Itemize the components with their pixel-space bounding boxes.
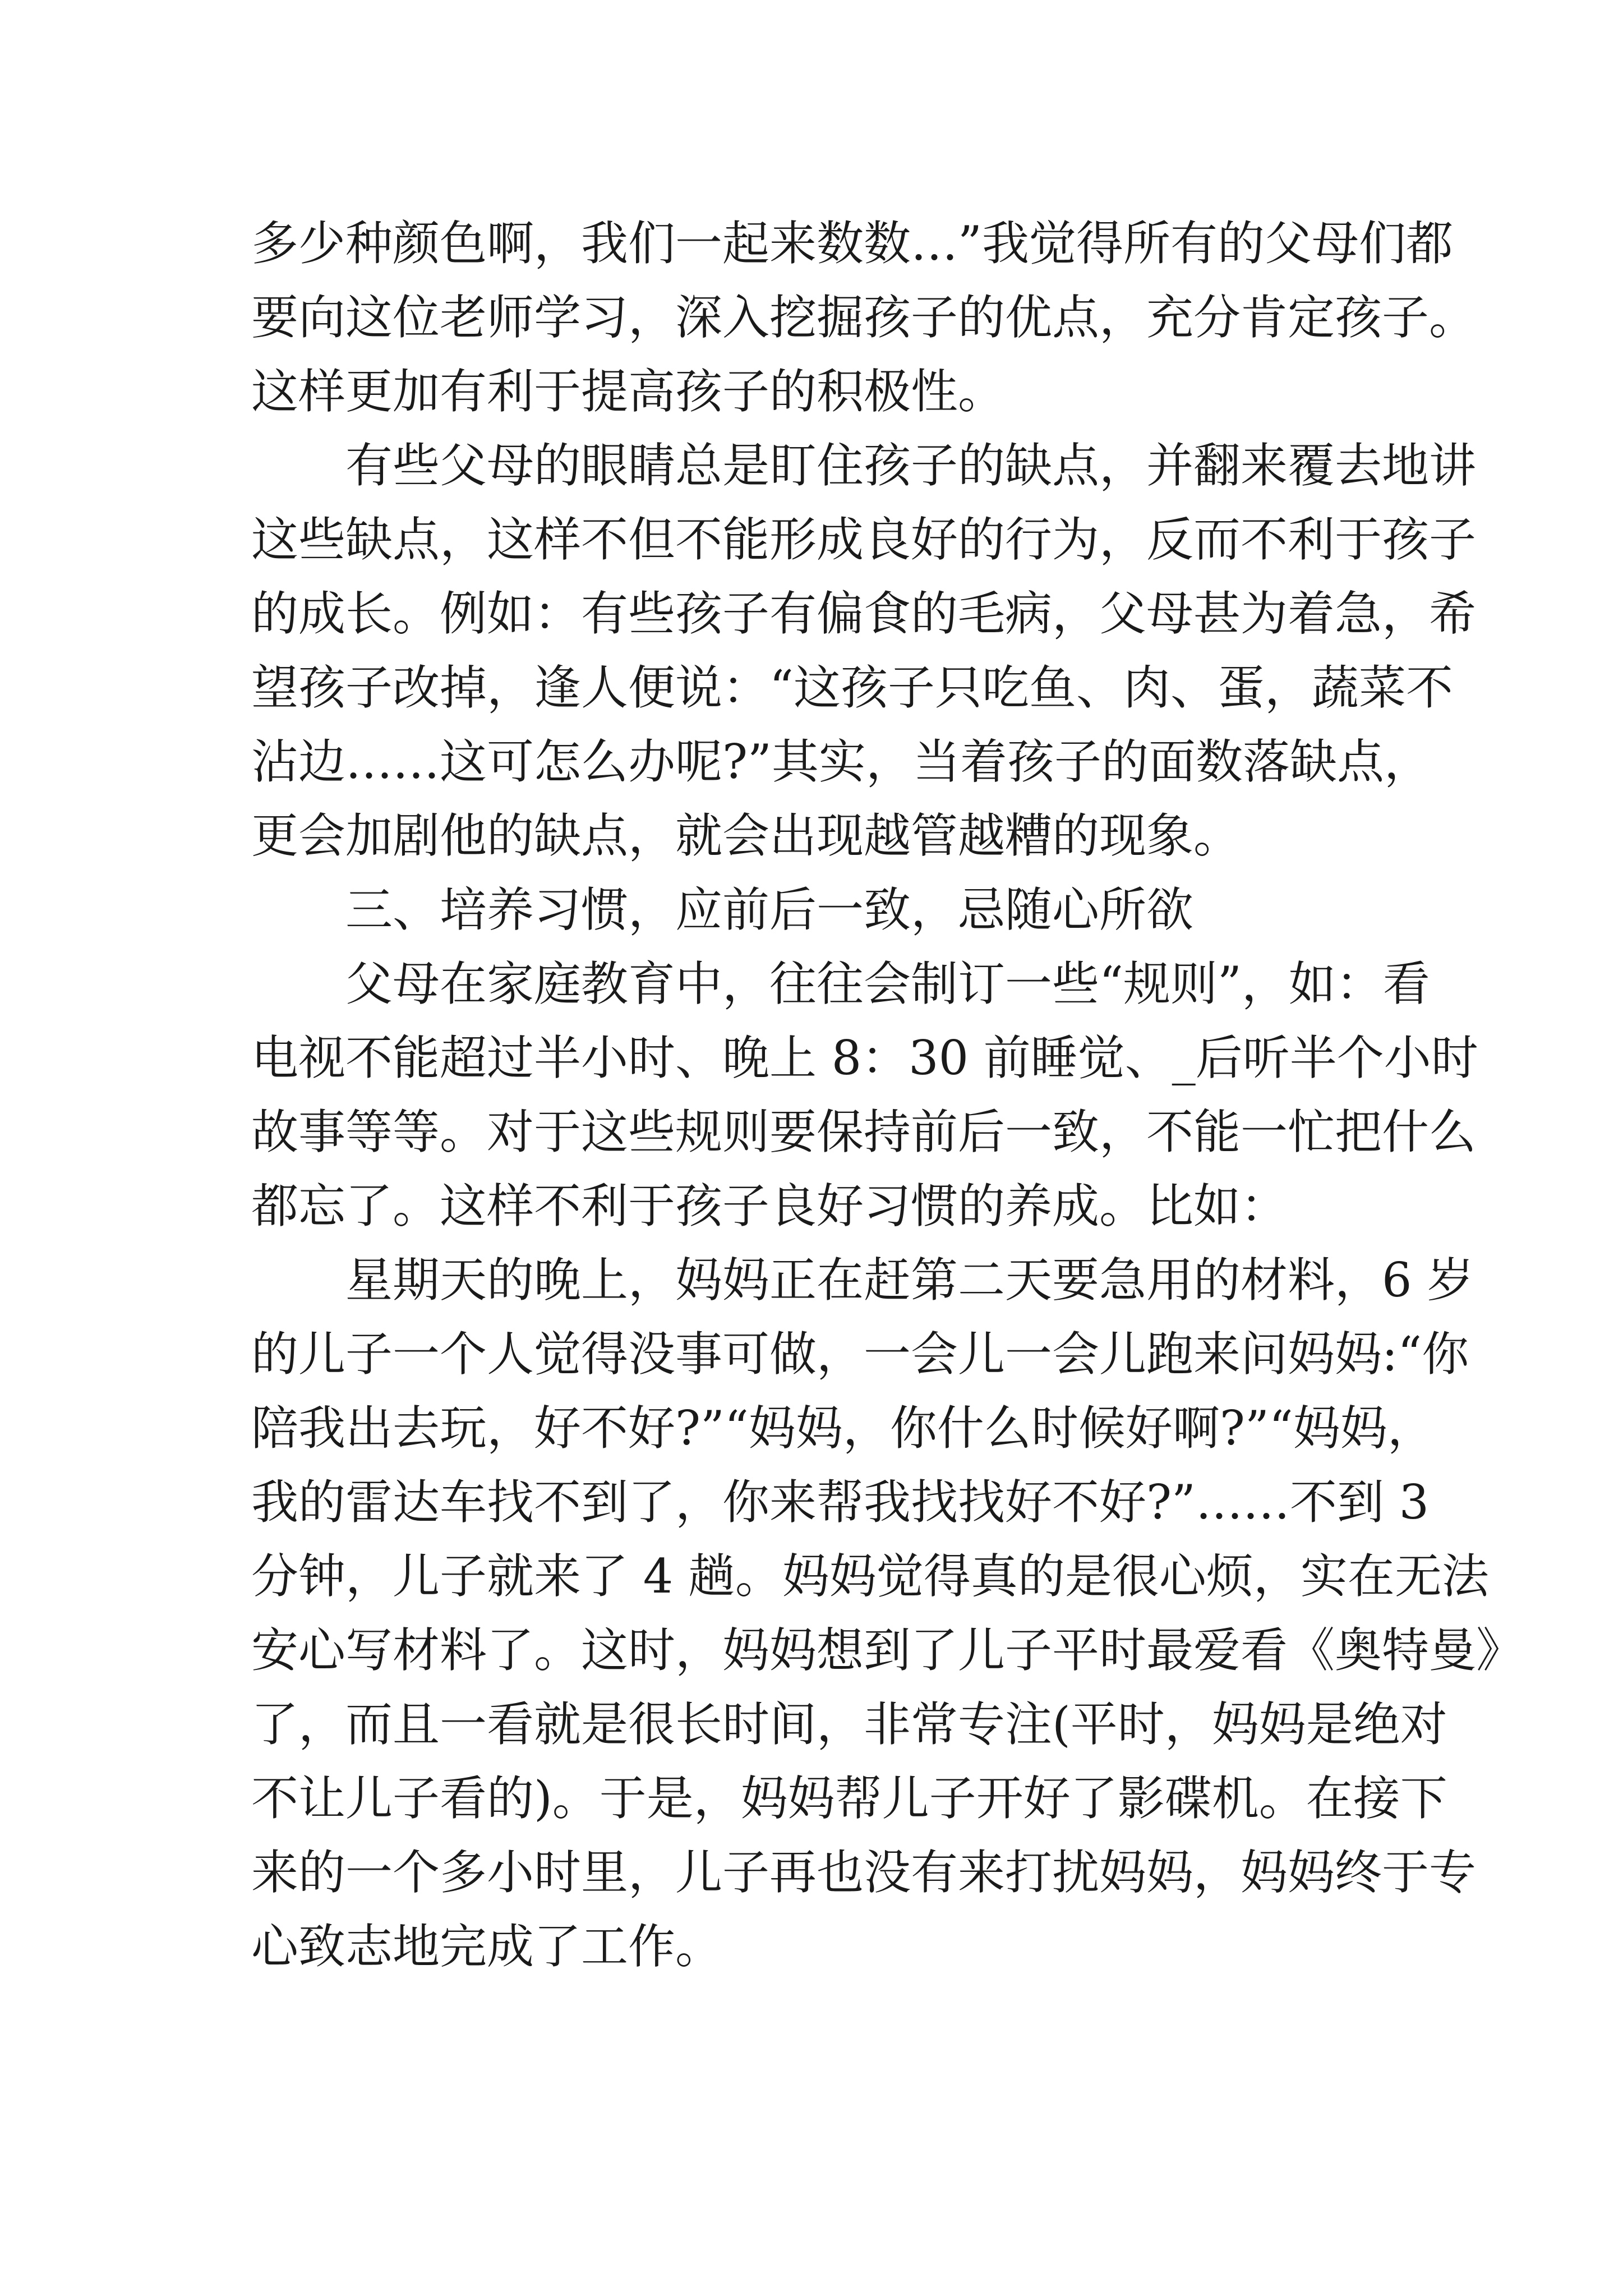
text-line: 都忘了。这样不利于孩子良好习惯的养成。比如： — [251, 1179, 1288, 1234]
text-line: 的儿子一个人觉得没事可做，一会儿一会儿跑来问妈妈:“你 — [251, 1327, 1469, 1382]
text-line: 多少种颜色啊，我们一起来数数…”我觉得所有的父母们都 — [251, 216, 1453, 271]
text-line: 心致志地完成了工作。 — [251, 1919, 723, 1974]
text-line: 陪我出去玩，好不好?”“妈妈，你什么时候好啊?”“妈妈， — [251, 1401, 1435, 1456]
text-line: 要向这位老师学习，深入挖掘孩子的优点，充分肯定孩子。 — [251, 290, 1477, 345]
text-line: 安心写材料了。这时，妈妈想到了儿子平时最爱看《奥特曼》 — [251, 1623, 1524, 1678]
text-line: 电视不能超过半小时、晚上 8：30 前睡觉、_后听半个小时 — [251, 1030, 1478, 1085]
text-line: 有些父母的眼睛总是盯住孩子的缺点，并翻来覆去地讲 — [345, 438, 1477, 493]
text-line: 我的雷达车找不到了，你来帮我找找好不好?”……不到 3 — [251, 1475, 1430, 1530]
text-line: 的成长。例如：有些孩子有偏食的毛病，父母甚为着急，希 — [251, 586, 1477, 641]
text-line: 三、培养习惯，应前后一致，忌随心所欲 — [345, 882, 1194, 937]
text-line: 故事等等。对于这些规则要保持前后一致，不能一忙把什么 — [251, 1105, 1477, 1159]
document-body — [251, 206, 1524, 1984]
text-line: 不让儿子看的)。于是，妈妈帮儿子开好了影碟机。在接下 — [251, 1771, 1447, 1826]
text-line: 星期天的晚上，妈妈正在赶第二天要急用的材料，6 岁 — [345, 1253, 1474, 1308]
text-line: 父母在家庭教育中，往往会制订一些“规则”，如：看 — [345, 956, 1430, 1011]
text-line: 沾边……这可怎么办呢?”其实，当着孩子的面数落缺点， — [251, 734, 1431, 789]
text-line: 来的一个多小时里，儿子再也没有来打扰妈妈，妈妈终于专 — [251, 1845, 1477, 1900]
text-line: 这样更加有利于提高孩子的积极性。 — [251, 364, 1006, 419]
text-line: 这些缺点，这样不但不能形成良好的行为，反而不利于孩子 — [251, 512, 1477, 567]
text-line: 了，而且一看就是很长时间，非常专注(平时，妈妈是绝对 — [251, 1697, 1447, 1752]
text-line: 分钟，儿子就来了 4 趟。妈妈觉得真的是很心烦，实在无法 — [251, 1549, 1489, 1604]
text-line: 望孩子改掉，逢人便说：“这孩子只吃鱼、肉、蛋，蔬菜不 — [251, 660, 1453, 715]
text-line: 更会加剧他的缺点，就会出现越管越糟的现象。 — [251, 808, 1241, 863]
